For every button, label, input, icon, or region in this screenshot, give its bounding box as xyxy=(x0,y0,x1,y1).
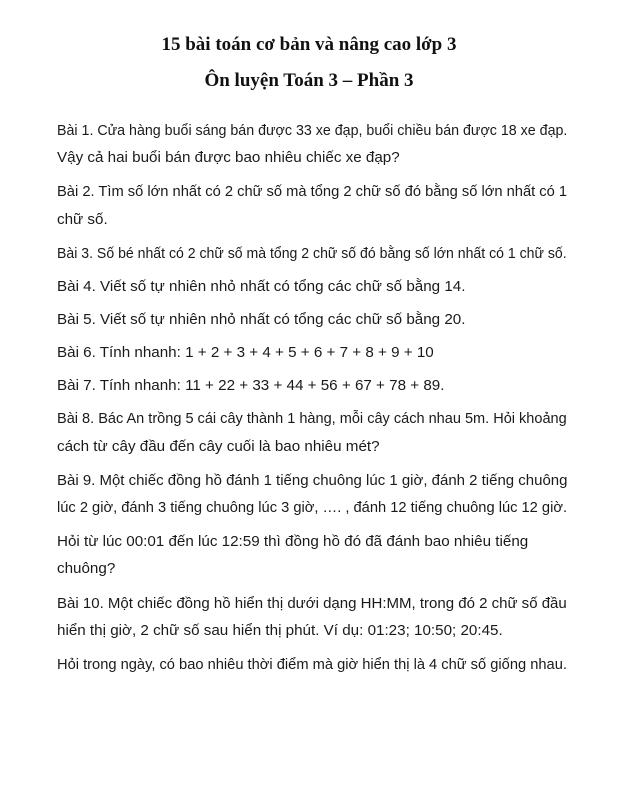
problem-4-line-1: Bài 4. Viết số tự nhiên nhỏ nhất có tổng các chữ số bằng 14. xyxy=(57,278,466,295)
problem-9-line-4: chuông? xyxy=(57,560,116,577)
problem-7-line-1: Bài 7. Tính nhanh: 11 + 22 + 33 + 44 + 56 + 67 + 78 + 89. xyxy=(57,377,445,394)
document-subtitle: Ôn luyện Toán 3 – Phần 3 xyxy=(204,70,414,91)
problem-5-line-1: Bài 5. Viết số tự nhiên nhỏ nhất có tổng các chữ số bằng 20. xyxy=(57,311,466,328)
problem-6-line-1: Bài 6. Tính nhanh: 1 + 2 + 3 + 4 + 5 + 6 + 7 + 8 + 9 + 10 xyxy=(57,344,434,361)
problem-1-line-2: Vậy cả hai buổi bán được bao nhiêu chiếc xe đạp? xyxy=(57,149,400,166)
problem-3-line-1: Bài 3. Số bé nhất có 2 chữ số mà tổng 2 chữ số đó bằng số lớn nhất có 1 chữ số. xyxy=(57,245,567,262)
problem-2-line-2: chữ số. xyxy=(57,211,108,228)
problem-9-line-2: lúc 2 giờ, đánh 3 tiếng chuông lúc 3 giờ, …. , đánh 12 tiếng chuông lúc 12 giờ. xyxy=(57,499,568,516)
problem-2-line-1: Bài 2. Tìm số lớn nhất có 2 chữ số mà tổng 2 chữ số đó bằng số lớn nhất có 1 xyxy=(57,183,568,200)
problem-8-line-2: cách từ cây đầu đến cây cuối là bao nhiêu mét? xyxy=(57,438,380,455)
document-title: 15 bài toán cơ bản và nâng cao lớp 3 xyxy=(161,34,457,55)
problem-10-line-1: Bài 10. Một chiếc đồng hồ hiển thị dưới dạng HH:MM, trong đó 2 chữ số đầu xyxy=(57,595,567,612)
problem-9-line-1: Bài 9. Một chiếc đồng hồ đánh 1 tiếng chuông lúc 1 giờ, đánh 2 tiếng chuông xyxy=(57,472,568,489)
problem-10-line-3: Hỏi trong ngày, có bao nhiêu thời điểm mà giờ hiển thị là 4 chữ số giống nhau. xyxy=(57,656,567,673)
problem-1-line-1: Bài 1. Cửa hàng buổi sáng bán được 33 xe đạp, buổi chiều bán được 18 xe đạp. xyxy=(57,122,568,139)
problem-8-line-1: Bài 8. Bác An trồng 5 cái cây thành 1 hàng, mỗi cây cách nhau 5m. Hỏi khoảng xyxy=(57,410,567,427)
problem-10-line-2: hiển thị giờ, 2 chữ số sau hiển thị phút. Ví dụ: 01:23; 10:50; 20:45. xyxy=(57,622,503,639)
problem-9-line-3: Hỏi từ lúc 00:01 đến lúc 12:59 thì đồng hồ đó đã đánh bao nhiêu tiếng xyxy=(57,533,529,550)
